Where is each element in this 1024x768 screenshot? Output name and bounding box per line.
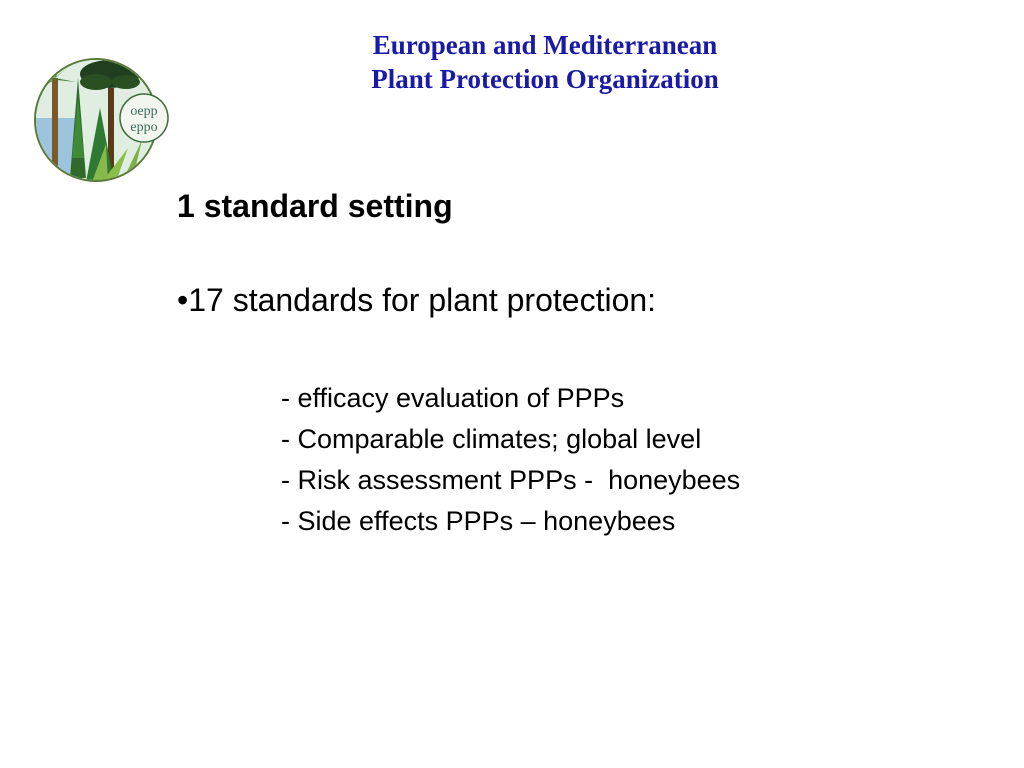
organization-title-line1: European and Mediterranean (372, 30, 718, 60)
sub-item: - Comparable climates; global level (281, 424, 702, 454)
eppo-logo-emblem (32, 48, 174, 190)
logo-text-oepp: oepp (130, 104, 158, 119)
slide-heading: 1 standard setting (177, 188, 453, 224)
sub-item-list (281, 378, 740, 542)
sub-item: - efficacy evaluation of PPPs (281, 383, 625, 413)
organization-title (300, 28, 790, 96)
sub-item: - Side effects PPPs – honeybees (281, 506, 676, 536)
logo-text-eppo: eppo (130, 120, 158, 135)
organization-title-line2: Plant Protection Organization (371, 64, 719, 94)
sub-item: - Risk assessment PPPs - honeybees (281, 465, 741, 495)
bullet-point: •17 standards for plant protection: (177, 282, 657, 318)
eppo-logo (32, 48, 174, 190)
